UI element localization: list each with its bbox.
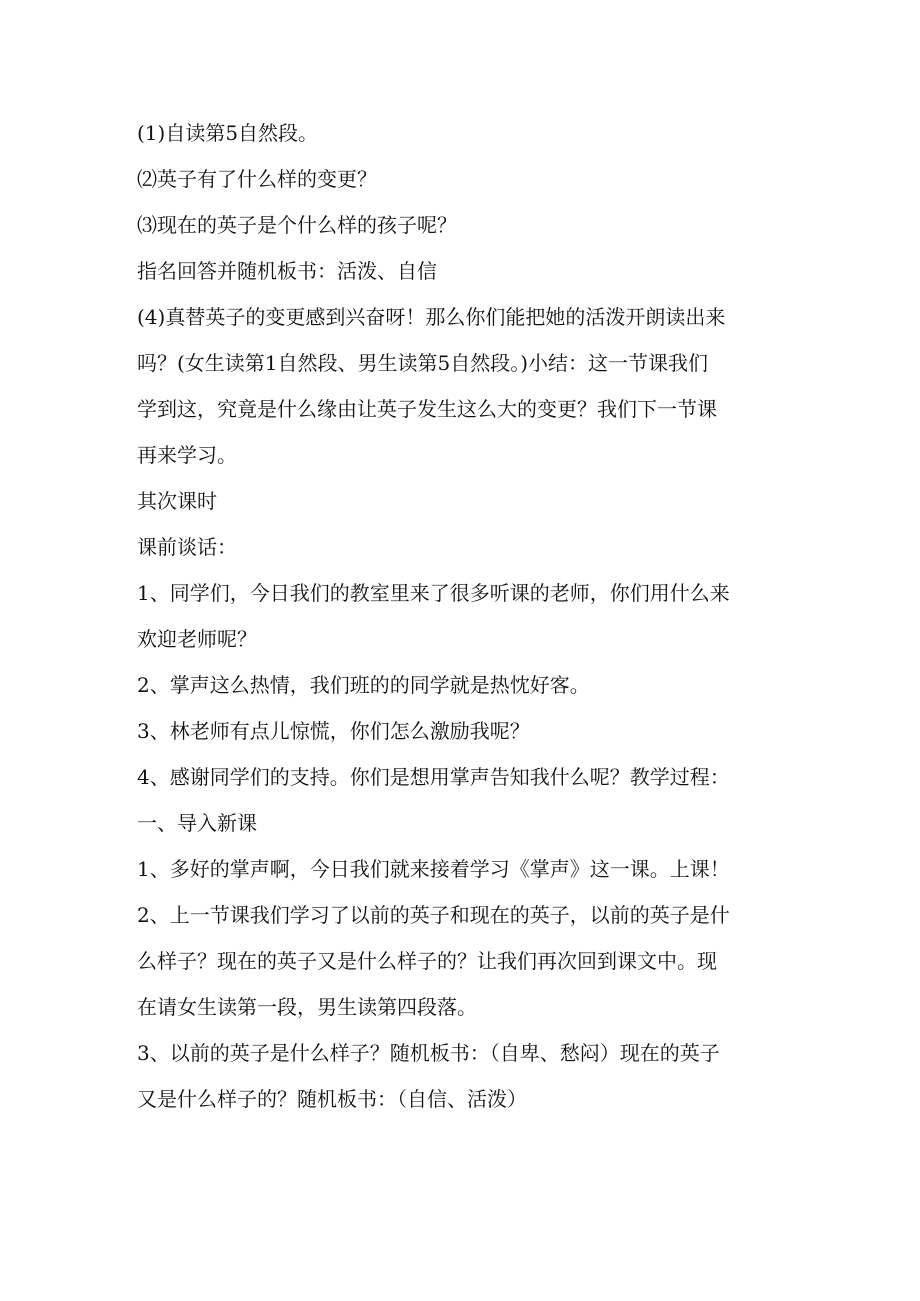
text-line: (4)真替英子的变更感到兴奋呀！那么你们能把她的活泼开朗读出来 — [137, 305, 726, 329]
text-line: 1、同学们，今日我们的教室里来了很多听课的老师，你们用什么来 — [137, 581, 730, 605]
text-line: 欢迎老师呢？ — [137, 627, 257, 651]
text-line: 又是什么样子的？随机板书：（自信、活泼） — [137, 1087, 527, 1111]
document-body — [137, 110, 787, 1122]
text-line: 吗？(女生读第1自然段、男生读第5自然段。)小结：这一节课我们 — [137, 351, 709, 375]
text-line: ⑵英子有了什么样的变更？ — [137, 167, 377, 191]
text-line: 4、感谢同学们的支持。你们是想用掌声告知我什么呢？教学过程： — [137, 765, 730, 789]
text-line: 学到这，究竟是什么缘由让英子发生这么大的变更？我们下一节课 — [137, 397, 717, 421]
text-line: 1、多好的掌声啊，今日我们就来接着学习《掌声》这一课。上课！ — [137, 857, 730, 881]
text-line: 3、以前的英子是什么样子？随机板书：（自卑、愁闷）现在的英子 — [137, 1041, 720, 1065]
text-line: ⑶现在的英子是个什么样的孩子呢？ — [137, 213, 457, 237]
text-line: 2、掌声这么热情，我们班的的同学就是热忱好客。 — [137, 673, 590, 697]
text-line: 指名回答并随机板书：活泼、自信 — [137, 259, 437, 283]
subsection-heading: 一、导入新课 — [137, 811, 257, 835]
text-line: (1)自读第5自然段。 — [137, 121, 319, 145]
text-line: 么样子？现在的英子又是什么样子的？让我们再次回到课文中。现 — [137, 949, 717, 973]
text-line: 3、林老师有点儿惊慌，你们怎么激励我呢？ — [137, 719, 530, 743]
section-heading: 其次课时 — [137, 489, 217, 513]
subsection-heading: 课前谈话： — [137, 535, 237, 559]
text-line: 2、上一节课我们学习了以前的英子和现在的英子，以前的英子是什 — [137, 903, 730, 927]
text-line: 再来学习。 — [137, 443, 237, 467]
text-line: 在请女生读第一段，男生读第四段落。 — [137, 995, 477, 1019]
